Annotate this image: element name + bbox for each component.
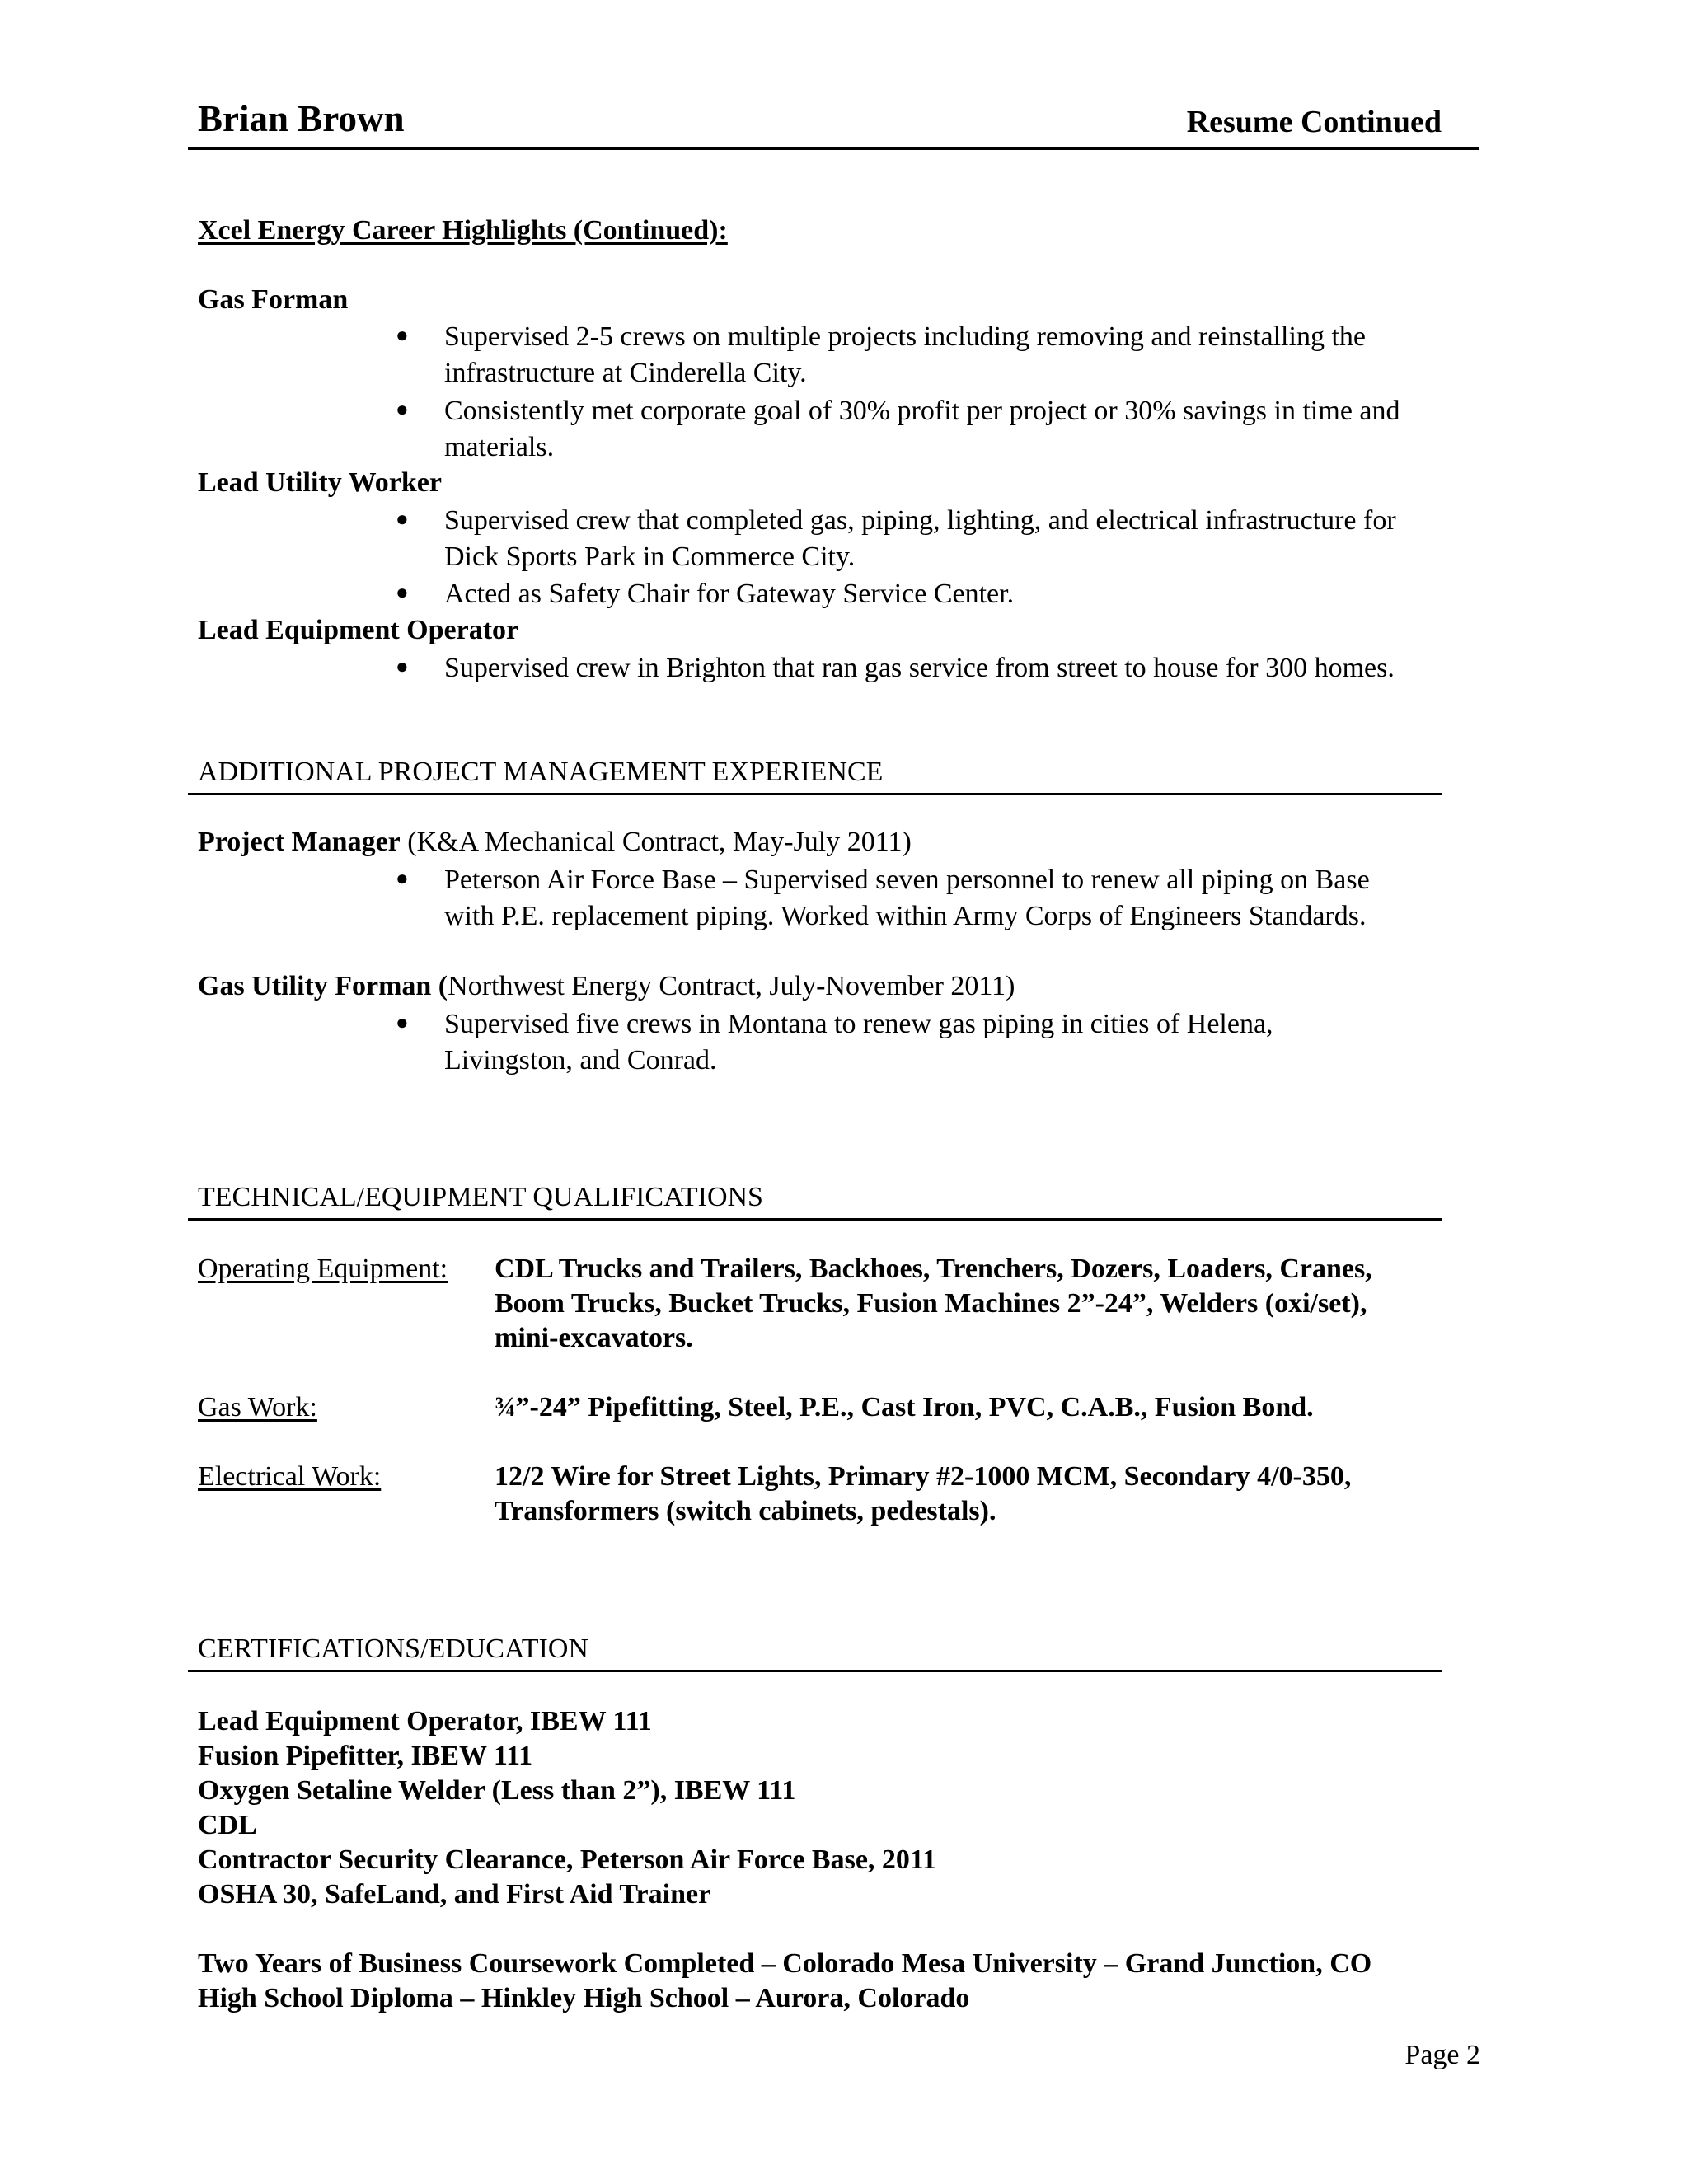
role-title-lead-equipment-operator: Lead Equipment Operator [198, 615, 519, 645]
xcel-heading: Xcel Energy Career Highlights (Continued): [198, 215, 728, 246]
bullet-icon: ● [396, 507, 409, 531]
section-rule [188, 793, 1442, 795]
role-detail: Northwest Energy Contract, July-November 2011) [448, 971, 1015, 1001]
cert-item: Oxygen Setaline Welder (Less than 2”), IBEW 111 [198, 1775, 796, 1806]
bullet-text: infrastructure at Cinderella City. [444, 358, 807, 388]
role-title-project-manager [198, 824, 912, 860]
bullet-icon: ● [396, 397, 409, 421]
cert-item: Lead Equipment Operator, IBEW 111 [198, 1706, 652, 1736]
bullet-text: materials. [444, 432, 555, 462]
section-heading-additional: ADDITIONAL PROJECT MANAGEMENT EXPERIENCE [198, 757, 884, 787]
role-title-gas-utility-forman [198, 968, 1015, 1005]
bullet-icon: ● [396, 1010, 409, 1034]
cert-item: Fusion Pipefitter, IBEW 111 [198, 1741, 533, 1771]
role-title: Project Manager [198, 827, 401, 857]
bullet-text: Supervised five crews in Montana to renew gas piping in cities of Helena, [444, 1009, 1273, 1039]
bullet-text: Livingston, and Conrad. [444, 1045, 717, 1076]
role-title-lead-utility-worker: Lead Utility Worker [198, 467, 442, 498]
cert-item: Contractor Security Clearance, Peterson Air Force Base, 2011 [198, 1844, 937, 1875]
bullet-text: Consistently met corporate goal of 30% profit per project or 30% savings in time and [444, 396, 1400, 426]
education-item: Two Years of Business Coursework Completed – Colorado Mesa University – Grand Junction, CO [198, 1948, 1372, 1979]
resume-continued-label: Resume Continued [1186, 105, 1442, 139]
section-rule [188, 1218, 1442, 1221]
header-rule [188, 147, 1479, 150]
tech-label-gas-work: Gas Work: [198, 1392, 317, 1422]
tech-value-line: mini-excavators. [495, 1323, 693, 1353]
tech-value-line: Boom Trucks, Bucket Trucks, Fusion Machines 2”-24”, Welders (oxi/set), [495, 1288, 1367, 1319]
section-heading-technical: TECHNICAL/EQUIPMENT QUALIFICATIONS [198, 1182, 763, 1212]
cert-item: OSHA 30, SafeLand, and First Aid Trainer [198, 1879, 711, 1910]
role-detail: (K&A Mechanical Contract, May-July 2011) [400, 827, 912, 857]
section-heading-certifications: CERTIFICATIONS/EDUCATION [198, 1633, 588, 1664]
bullet-text: Acted as Safety Chair for Gateway Service Center. [444, 579, 1015, 609]
page-number: Page 2 [1404, 2040, 1480, 2070]
bullet-text: Peterson Air Force Base – Supervised seven personnel to renew all piping on Base [444, 865, 1370, 895]
bullet-icon: ● [396, 866, 409, 890]
bullet-text: Supervised crew that completed gas, piping, lighting, and electrical infrastructure for [444, 505, 1396, 536]
bullet-icon: ● [396, 323, 409, 347]
tech-label-operating-equipment: Operating Equipment: [198, 1254, 448, 1284]
tech-value-line: ¾”-24” Pipefitting, Steel, P.E., Cast Iron, PVC, C.A.B., Fusion Bond. [495, 1392, 1314, 1422]
bullet-text: Dick Sports Park in Commerce City. [444, 541, 856, 572]
tech-value-line: CDL Trucks and Trailers, Backhoes, Trenchers, Dozers, Loaders, Cranes, [495, 1254, 1372, 1284]
bullet-icon: ● [396, 580, 409, 604]
bullet-text: Supervised 2-5 crews on multiple projects including removing and reinstalling the [444, 321, 1366, 352]
role-title-gas-forman: Gas Forman [198, 284, 349, 315]
bullet-text: with P.E. replacement piping. Worked within Army Corps of Engineers Standards. [444, 901, 1367, 931]
bullet-text: Supervised crew in Brighton that ran gas service from street to house for 300 homes. [444, 653, 1395, 683]
role-title: Gas Utility Forman ( [198, 971, 448, 1001]
tech-label-electrical-work: Electrical Work: [198, 1461, 382, 1492]
cert-item: CDL [198, 1810, 257, 1840]
tech-value-line: Transformers (switch cabinets, pedestals). [495, 1496, 996, 1526]
bullet-icon: ● [396, 654, 409, 678]
section-rule [188, 1670, 1442, 1672]
resume-name: Brian Brown [198, 98, 405, 139]
tech-value-line: 12/2 Wire for Street Lights, Primary #2-1000 MCM, Secondary 4/0-350, [495, 1461, 1352, 1492]
education-item: High School Diploma – Hinkley High School – Aurora, Colorado [198, 1983, 970, 2013]
